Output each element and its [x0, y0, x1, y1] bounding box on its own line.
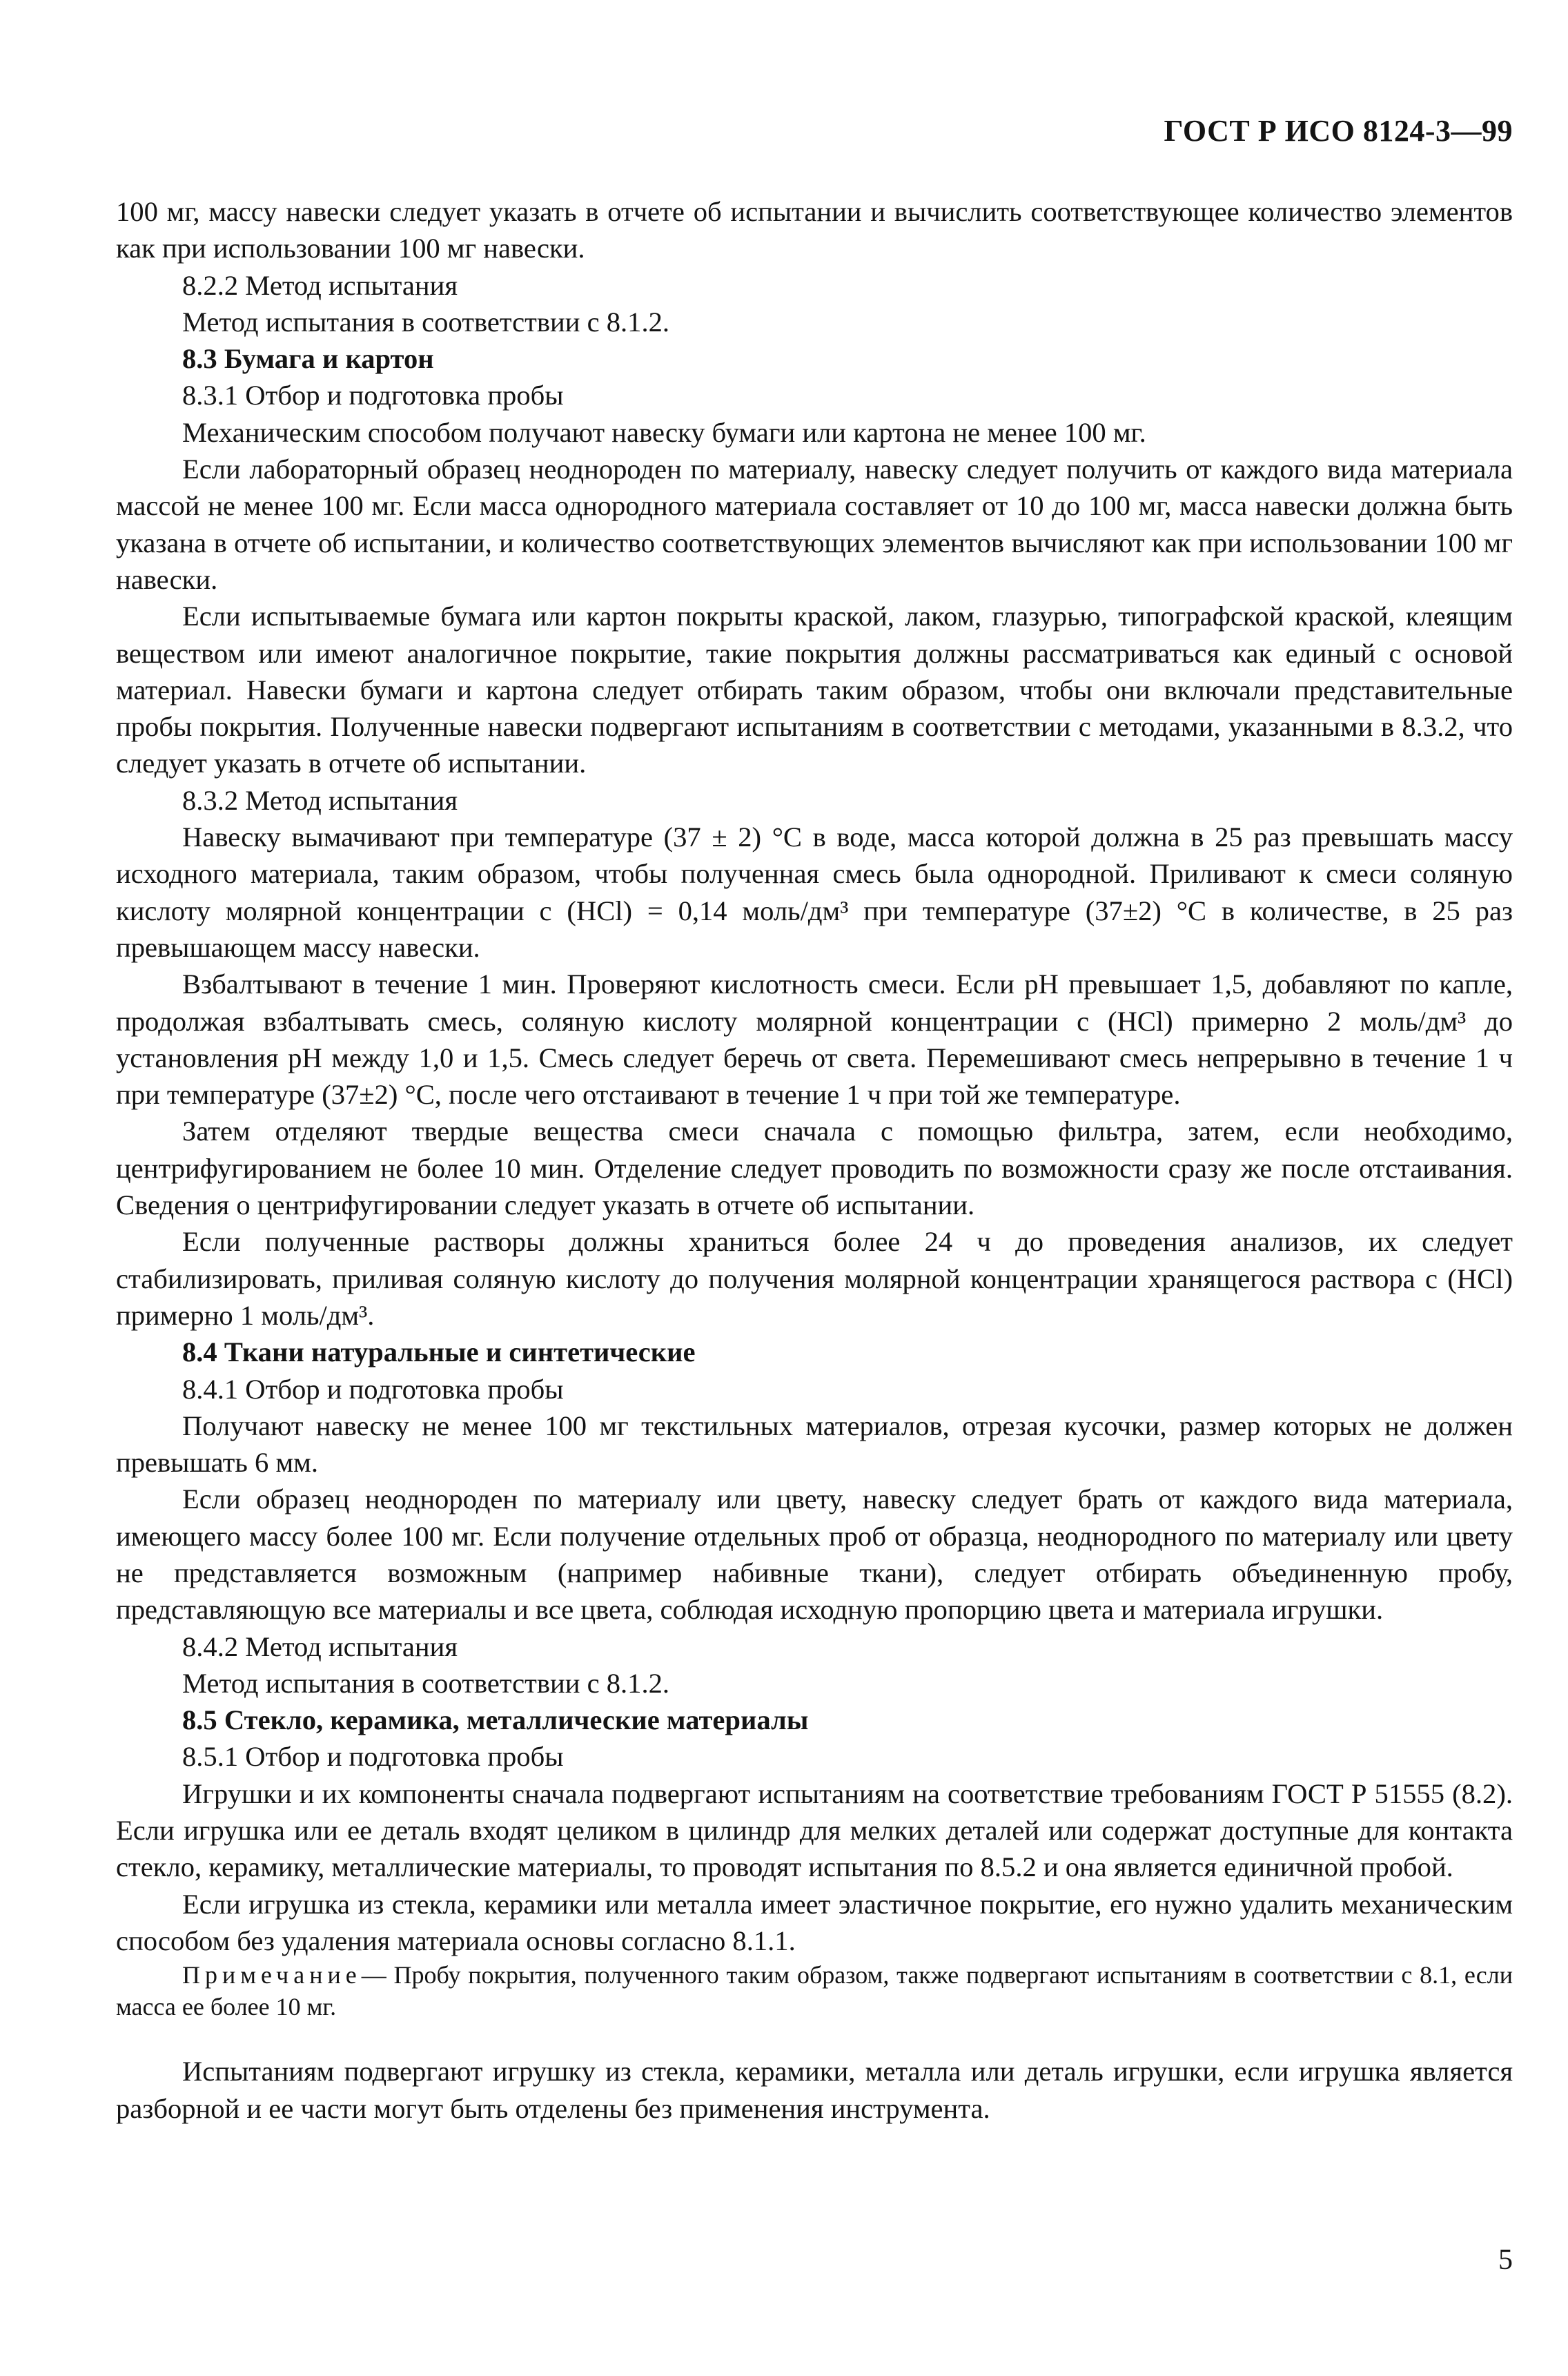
subsection-heading: 8.3.1 Отбор и подготовка пробы [182, 380, 564, 411]
paragraph: Взбалтывают в течение 1 мин. Проверяют кислотность смеси. Если pH превышает 1,5, добавляют по капле, продолжая взбалтывать смесь, соляную кислоту молярной концентрации c (HCl) примерно 2 моль/дм³ до установления pH между 1,0 и 1,5. Смесь следует беречь от света. Перемешивают смесь непрерывно в течение 1 ч при температуре (37±2) °С, после чего отстаивают в течение 1 ч при той же температуре. [116, 968, 1513, 1111]
paragraph: Навеску вымачивают при температуре (37 ± 2) °С в воде, масса которой должна в 25 раз превышать массу исходного материала, таким образом, чтобы полученная смесь была однородной. Приливают к смеси соляную кислоту молярной концентрации c (HCl) = 0,14 моль/дм³ при температуре (37±2) °С в количестве, в 25 раз превышающем массу навески. [116, 821, 1513, 963]
paragraph: Если испытываемые бумага или картон покрыты краской, лаком, глазурью, типографской краской, клеящим веществом или имеют аналогичное покрытие, такие покрытия должны рассматриваться как единый с основой материал. Навески бумаги и картона следует отбирать таким образом, чтобы они включали представительные пробы покрытия. Полученные навески подвергают испытаниям в соответствии с методами, указанными в 8.3.2, что следует указать в отчете об испытании. [116, 601, 1513, 779]
paragraph: Если лабораторный образец неоднороден по материалу, навеску следует получить от каждого вида материала массой не менее 100 мг. Если масса однородного материала составляет от 10 до 100 мг, масса навески должна быть указана в отчете об испытании, и количество соответствующих элементов вычисляют как при использовании 100 мг навески. [116, 454, 1513, 595]
standard-code-header: ГОСТ Р ИСО 8124-3—99 [1164, 114, 1513, 148]
note-label: Примечание [182, 1961, 362, 1989]
document-body [116, 193, 1513, 2127]
section-heading: 8.5 Стекло, керамика, металлические материалы [182, 1704, 809, 1736]
subsection-heading: 8.4.1 Отбор и подготовка пробы [182, 1373, 564, 1405]
paragraph: Если игрушка из стекла, керамики или металла имеет эластичное покрытие, его нужно удалить механическим способом без удаления материала основы согласно 8.1.1. [116, 1888, 1513, 1956]
paragraph: Если образец неоднороден по материалу или цвету, навеску следует брать от каждого вида материала, имеющего массу более 100 мг. Если получение отдельных проб от образца, неоднородного по материалу или цвету не представляется возможным (например набивные ткани), следует отбирать объединенную пробу, представляющую все материалы и все цвета, соблюдая исходную пропорцию цвета и материала игрушки. [116, 1483, 1513, 1626]
page-number: 5 [1498, 2244, 1513, 2276]
paragraph: Метод испытания в соответствии с 8.1.2. [182, 306, 670, 338]
paragraph: Механическим способом получают навеску бумаги или картона не менее 100 мг. [182, 416, 1146, 448]
subsection-heading: 8.3.2 Метод испытания [182, 784, 458, 816]
note-block [116, 1959, 1513, 2023]
subsection-heading: 8.2.2 Метод испытания [182, 269, 458, 301]
paragraph: Затем отделяют твердые вещества смеси сначала с помощью фильтра, затем, если необходимо, центрифугированием не более 10 мин. Отделение следует проводить по возможности сразу же после отстаивания. Сведения о центрифугировании следует указать в отчете об испытании. [116, 1116, 1513, 1221]
final-paragraph: Испытаниям подвергают игрушку из стекла, керамики, металла или деталь игрушки, если игрушка является разборной и ее части могут быть отделены без применения инструмента. [116, 2056, 1513, 2124]
section-heading: 8.3 Бумага и картон [182, 343, 434, 375]
paragraph: Получают навеску не менее 100 мг текстильных материалов, отрезая кусочки, размер которых не должен превышать 6 мм. [116, 1410, 1513, 1479]
paragraph: Метод испытания в соответствии с 8.1.2. [182, 1667, 670, 1699]
subsection-heading: 8.4.2 Метод испытания [182, 1630, 458, 1662]
paragraph-continued: 100 мг, массу навески следует указать в отчете об испытании и вычислить соответствующее количество элементов как при использовании 100 мг навески. [116, 196, 1513, 264]
subsection-heading: 8.5.1 Отбор и подготовка пробы [182, 1741, 564, 1773]
paragraph: Если полученные растворы должны храниться более 24 ч до проведения анализов, их следует стабилизировать, приливая соляную кислоту до получения молярной концентрации хранящегося раствора c (HCl) примерно 1 моль/дм³. [116, 1226, 1513, 1331]
section-heading: 8.4 Ткани натуральные и синтетические [182, 1336, 696, 1368]
paragraph: Игрушки и их компоненты сначала подвергают испытаниям на соответствие требованиям ГОСТ Р 51555 (8.2). Если игрушка или ее деталь входят целиком в цилиндр для мелких деталей или содержат доступные для контакта стекло, керамику, металлические материалы, то проводят испытания по 8.5.2 и она является единичной пробой. [116, 1778, 1513, 1883]
note-text: — Пробу покрытия, полученного таким образом, также подвергают испытаниям в соответствии с 8.1, если масса ее более 10 мг. [116, 1961, 1513, 2021]
